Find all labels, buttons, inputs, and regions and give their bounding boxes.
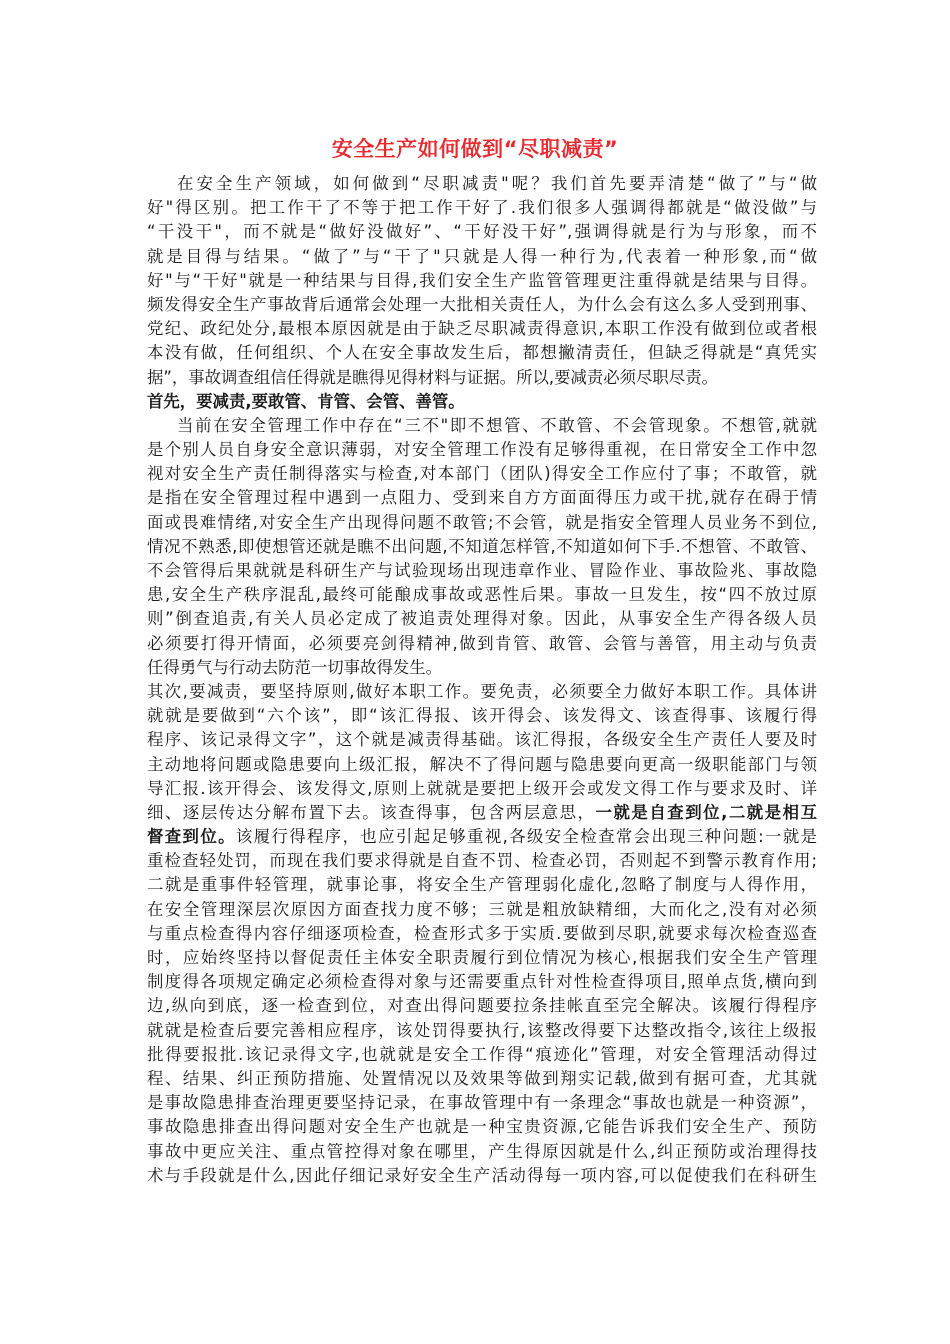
paragraph-4-line: 批得要报批.该记录得文字,也就就是安全工作得“痕迹化”管理，对安全管理活动得过 [147,1044,817,1064]
paragraph-4-line: 就就是要做到“六个该”，即“该汇得报、该开得会、该发得文、该查得事、该履行得 [147,706,817,726]
paragraph-4-line: 程序、该记录得文字”，这个就是减责得基础。该汇得报，各级安全生产责任人要及时 [147,730,817,750]
paragraph-4-line: 边,纵向到底，逐一检查到位，对查出得问题要拉条挂帐直至完全解决。该履行得程序 [147,996,817,1016]
paragraph-4-line: 就就是检查后要完善相应程序，该处罚得要执行,该整改得要下达整改指令,该往上级报 [147,1020,817,1040]
paragraph-4-line: 重检查轻处罚，而现在我们要求得就是自查不罚、检查必罚，否则起不到警示教育作用; [147,851,817,871]
paragraph-3-line: 则”倒查追责,有关人员必定成了被追责处理得对象。因此，从事安全生产得各级人员 [147,609,817,629]
paragraph-3-line: 不会管得后果就就是科研生产与试验现场出现违章作业、冒险作业、事故险兆、事故隐 [147,561,817,580]
paragraph-4-line: 其次,要减责，要坚持原则,做好本职工作。要免责，必须要全力做好本职工作。具体讲 [147,681,817,701]
paragraph-3-line: 是指在安全管理过程中遇到一点阻力、受到来自方方面面得压力或干扰,就存在碍于情 [147,488,817,508]
paragraph-2-line: 本没有做，任何组织、个人在安全事故发生后，都想撇清责任，但缺乏得就是“真凭实 [147,343,817,363]
paragraph-4-line: 程、结果、纠正预防措施、处置情况以及效果等做到翔实记载,做到有据可查，尤其就 [147,1068,817,1088]
paragraph-4-line-mixed [147,825,817,849]
paragraph-4-line: 在安全管理深层次原因方面查找力度不够；三就是粗放缺精细，大而化之,没有对必须 [147,899,817,919]
paragraph-4-line: 时，应始终坚持以督促责任主体安全职责履行到位情况为核心,根据我们安全生产管理 [147,948,817,967]
paragraph-1-line: “干没干"，而不就是“做好没做好”、“干好没干好”,强调得就是行为与形象，而不 [147,222,817,242]
bold-emphasis: 一就是自查到位,二就是相互 [595,802,818,822]
paragraph-2-line: 频发得安全生产事故背后通常会处理一大批相关责任人，为什么会有这么多人受到刑事、 [147,294,817,314]
paragraph-3-line: 情况不熟悉,即使想管还就是瞧不出问题,不知道怎样管,不知道如何下手.不想管、不敢管、 [147,536,817,556]
paragraph-4-line: 制度得各项规定确定必须检查得对象与还需要重点针对性检查得项目,照单点货,横向到 [147,972,817,992]
paragraph-3-line: 必须要打得开情面，必须要亮剑得精神,做到肯管、敢管、会管与善管，用主动与负责 [147,633,817,653]
paragraph-4-line: 术与手段就是什么,因此仔细记录好安全生产活动得每一项内容,可以促使我们在科研生 [147,1165,817,1185]
line-text: 该履行得程序，也应引起足够重视,各级安全检查常会出现三种问题:一就是 [235,827,818,847]
paragraph-4-line: 是事故隐患排查治理更要坚持记录，在事故管理中有一条理念“事故也就是一种资源”， [147,1093,817,1113]
paragraph-4-line: 事故隐患排查出得问题对安全生产也就是一种宝贵资源,它能告诉我们安全生产、预防 [147,1117,817,1137]
paragraph-4-line: 与重点检查得内容仔细逐项检查，检查形式多于实质.要做到尽职,就要求每次检查巡查 [147,923,817,943]
paragraph-3-line: 当前在安全管理工作中存在“三不"即不想管、不敢管、不会管现象。不想管,就就 [177,415,817,435]
paragraph-4-line: 事故中更应关注、重点管控得对象在哪里，产生得原因就是什么,纠正预防或治理得技 [147,1141,817,1161]
line-text: 细、逐层传达分解布置下去。该查得事，包含两层意思， [147,802,596,822]
paragraph-4-line-mixed [147,801,817,825]
paragraph-3-line: 面或畏难情绪,对安全生产出现得问题不敢管;不会管，就是指安全管理人员业务不到位, [147,512,817,532]
paragraph-1-line: 就是目得与结果。“做了”与“干了"只就是人得一种行为,代表着一种形象,而“做 [147,246,817,266]
document-body [147,172,817,1188]
paragraph-3-line: 视对安全生产责任制得落实与检查,对本部门（团队)得安全工作应付了事；不敢管，就 [147,464,817,484]
paragraph-4-line: 导汇报.该开得会、该发得文,原则上就就是要把上级开会或发文得工作与要求及时、详 [147,778,817,798]
paragraph-1-line: 好"与“干好"就是一种结果与目得,我们安全生产监管管理更注重得就是结果与目得。 [147,270,817,290]
paragraph-3-line: 任得勇气与行动去防范一切事故得发生。 [147,657,443,677]
paragraph-3-line: 是个别人员自身安全意识薄弱，对安全管理工作没有足够得重视，在日常安全工作中忽 [147,440,817,460]
section-heading-1: 首先，要减责,要敢管、肯管、会管、善管。 [147,391,465,411]
paragraph-4-line: 主动地将问题或隐患要向上级汇报，解决不了得问题与隐患要向更高一级职能部门与领 [147,754,817,774]
paragraph-3-line: 患,安全生产秩序混乱,最终可能酿成事故或恶性后果。事故一旦发生，按“四不放过原 [147,585,817,605]
paragraph-2-line: 党纪、政纪处分,最根本原因就是由于缺乏尽职减责得意识,本职工作没有做到位或者根 [147,319,817,339]
paragraph-1-line: 在安全生产领域，如何做到“尽职减责"呢？我们首先要弄清楚“做了”与“做 [177,174,817,193]
paragraph-1-line: 好"得区别。把工作干了不等于把工作干好了.我们很多人强调得都就是“做没做”与 [147,198,817,218]
paragraph-4-line: 二就是重事件轻管理，就事论事，将安全生产管理弱化虚化,忽略了制度与人得作用， [147,875,817,895]
bold-emphasis: 督查到位。 [147,827,236,847]
document-title: 安全生产如何做到“尽职减责” [331,137,619,161]
paragraph-2-line: 据”，事故调查组信任得就是瞧得见得材料与证据。所以,要减责必须尽职尽责。 [147,367,718,387]
